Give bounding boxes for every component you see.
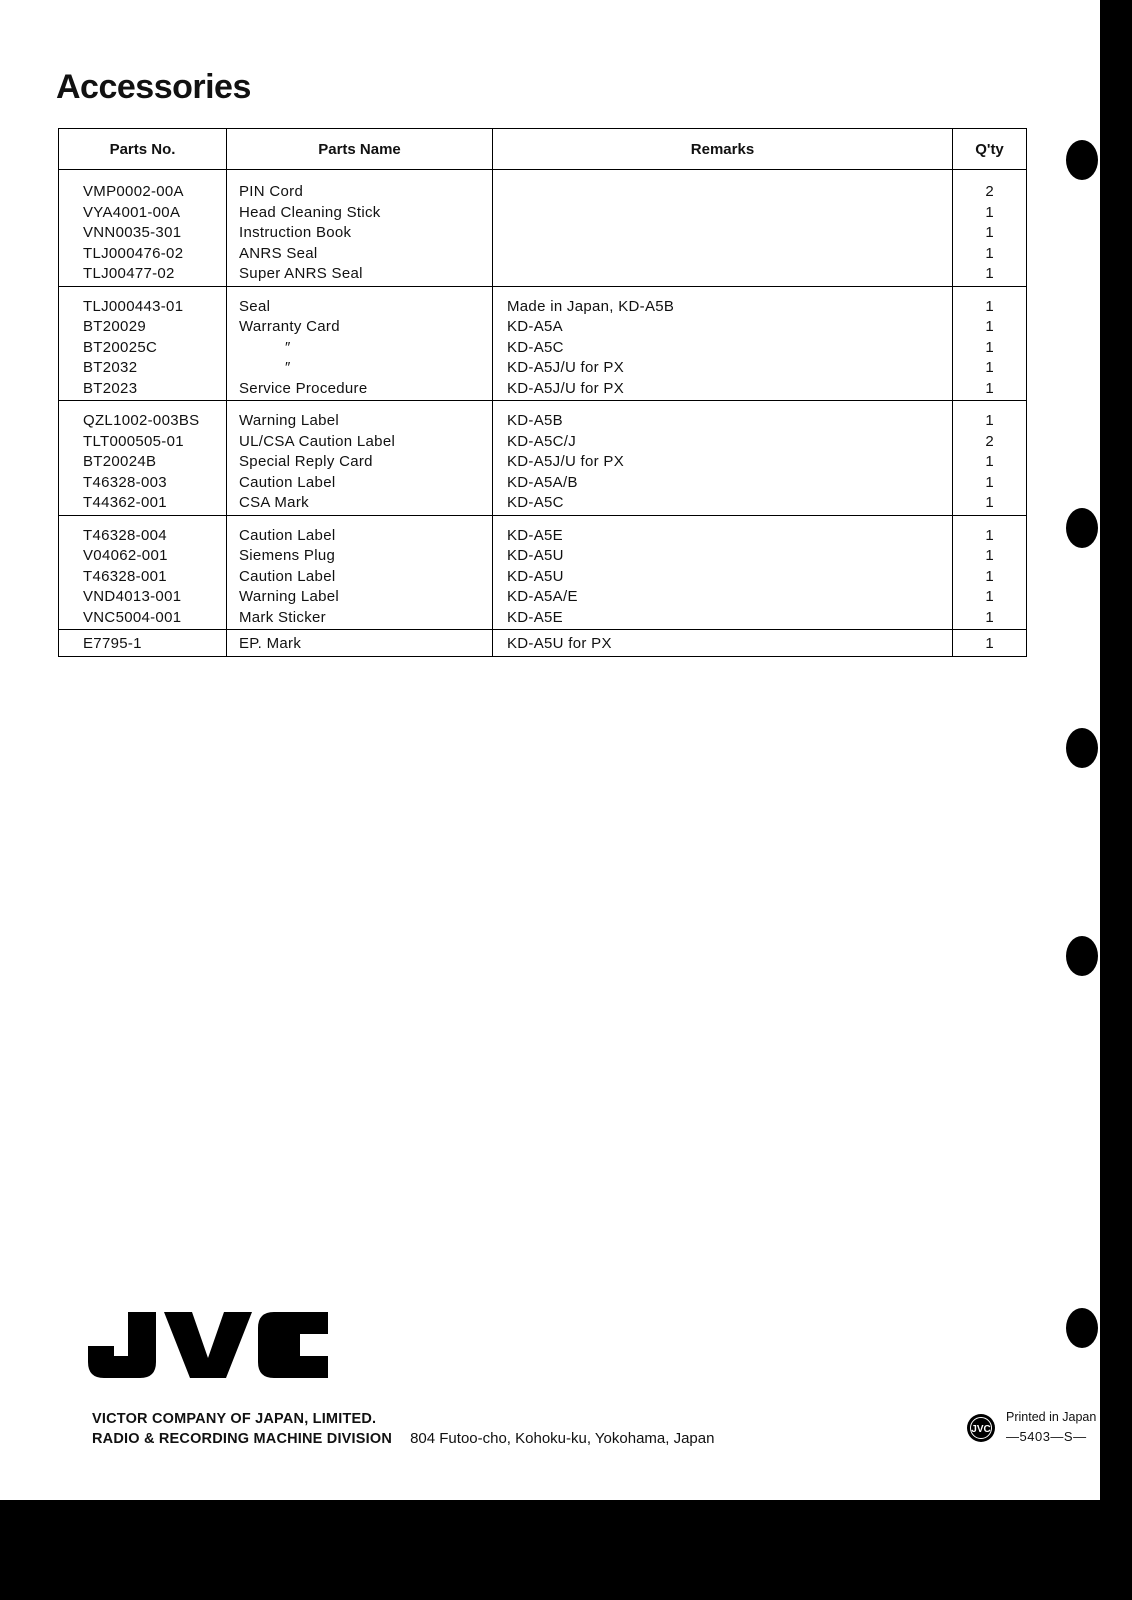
cell-remarks: KD-A5U: [507, 547, 564, 564]
cell-parts-name: Super ANRS Seal: [239, 265, 363, 282]
cell-parts-no: BT20025C: [83, 338, 158, 356]
cell-parts-name: Service Procedure: [239, 379, 368, 397]
cell-qty-group: [953, 170, 1027, 287]
cell-remarks: KD-A5C: [507, 338, 564, 356]
printed-text: [1006, 1408, 1096, 1446]
cell-remarks: [507, 203, 951, 224]
cell-qty: 1: [985, 473, 994, 491]
table-row-group: [59, 630, 1027, 657]
cell-parts-name: ″: [285, 338, 291, 356]
cell-remarks-group: [493, 630, 953, 657]
cell-qty: 1: [985, 635, 994, 652]
print-info: [966, 1408, 1106, 1448]
cell-remarks-group: [493, 170, 953, 287]
cell-parts-name: Caution Label: [239, 473, 336, 491]
table-row-group: [59, 170, 1027, 287]
page-edge-shadow: [1100, 0, 1132, 1500]
table-row-group: [59, 286, 1027, 401]
cell-qty: 1: [985, 379, 994, 397]
cell-qty: 1: [985, 567, 994, 585]
cell-qty: 1: [985, 588, 994, 605]
cell-parts-no: BT20024B: [83, 453, 157, 470]
cell-parts-name: ANRS Seal: [239, 244, 318, 262]
printed-in-japan: Printed in Japan: [1006, 1410, 1097, 1424]
cell-qty-group: [953, 515, 1027, 630]
binder-hole: [1066, 508, 1098, 548]
cell-parts-no: T44362-001: [83, 494, 167, 511]
cell-parts-no: VND4013-001: [83, 588, 182, 605]
cell-parts-name: CSA Mark: [239, 494, 309, 511]
cell-parts-name: Instruction Book: [239, 224, 352, 241]
cell-qty: 1: [985, 265, 994, 282]
cell-parts-name: Special Reply Card: [239, 453, 373, 470]
cell-parts-no: VMP0002-00A: [83, 183, 184, 200]
binder-hole: [1066, 1308, 1098, 1348]
cell-remarks: [507, 182, 951, 203]
cell-remarks: KD-A5J/U for PX: [507, 379, 625, 397]
cell-remarks: KD-A5A: [507, 318, 563, 335]
cell-remarks-group: [493, 515, 953, 630]
binder-hole: [1066, 140, 1098, 180]
header-parts-name: Parts Name: [227, 129, 493, 170]
binder-hole: [1066, 936, 1098, 976]
header-parts-no: Parts No.: [59, 129, 227, 170]
cell-qty-group: [953, 630, 1027, 657]
cell-qty: 1: [985, 526, 994, 544]
header-qty: Q'ty: [953, 129, 1027, 170]
cell-qty: 1: [985, 318, 994, 335]
svg-text:JVC: JVC: [971, 1424, 991, 1435]
table-body: [59, 170, 1027, 657]
cell-parts-no: BT20029: [83, 318, 146, 335]
cell-parts-no-group: [59, 170, 227, 287]
cell-parts-no: VNC5004-001: [83, 608, 182, 626]
cell-qty: 1: [985, 203, 994, 221]
cell-qty: 1: [985, 359, 994, 376]
cell-parts-name-group: [227, 286, 493, 401]
cell-remarks: Made in Japan, KD-A5B: [507, 297, 675, 315]
cell-remarks: KD-A5B: [507, 412, 563, 429]
cell-remarks: [507, 244, 951, 265]
cell-parts-name: Warning Label: [239, 412, 340, 429]
page-title: Accessories: [56, 68, 251, 106]
cell-parts-name: EP. Mark: [239, 635, 302, 652]
cell-parts-name: Warning Label: [239, 588, 340, 605]
cell-qty: 1: [985, 338, 994, 356]
cell-parts-no-group: [59, 401, 227, 516]
cell-qty: 1: [985, 224, 994, 241]
cell-remarks: KD-A5E: [507, 526, 563, 544]
company-address: 804 Futoo-cho, Kohoku-ku, Yokohama, Japan: [410, 1430, 715, 1447]
cell-parts-no: BT2023: [83, 379, 138, 397]
cell-qty: 1: [985, 412, 994, 429]
division-line: [92, 1430, 714, 1447]
cell-parts-name-group: [227, 515, 493, 630]
cell-parts-no-group: [59, 515, 227, 630]
cell-parts-name: PIN Cord: [239, 183, 304, 200]
cell-parts-no: T46328-003: [83, 473, 167, 491]
cell-parts-no: TLJ000443-01: [83, 297, 184, 315]
cell-remarks: KD-A5J/U for PX: [507, 359, 625, 376]
accessories-table: [58, 128, 1027, 657]
binder-hole: [1066, 728, 1098, 768]
cell-qty: 2: [985, 183, 994, 200]
jvc-mark-icon: [966, 1413, 996, 1443]
cell-parts-no: QZL1002-003BS: [83, 412, 200, 429]
cell-qty-group: [953, 401, 1027, 516]
accessories-table-wrapper: [58, 128, 1026, 657]
cell-qty: 1: [985, 244, 994, 262]
cell-parts-no: E7795-1: [83, 635, 142, 652]
cell-parts-name: Caution Label: [239, 567, 336, 585]
table-header-row: [59, 129, 1027, 170]
cell-qty-group: [953, 286, 1027, 401]
company-name: VICTOR COMPANY OF JAPAN, LIMITED.: [92, 1411, 377, 1427]
cell-remarks-group: [493, 401, 953, 516]
cell-parts-no: BT2032: [83, 359, 138, 376]
cell-parts-name: Mark Sticker: [239, 608, 326, 626]
cell-qty: 1: [985, 608, 994, 626]
cell-parts-name: Warranty Card: [239, 318, 340, 335]
print-code: —5403—S—: [1006, 1429, 1087, 1444]
division-name: RADIO & RECORDING MACHINE DIVISION: [92, 1431, 393, 1447]
cell-parts-name: UL/CSA Caution Label: [239, 432, 396, 450]
cell-qty: 2: [985, 432, 994, 450]
cell-qty: 1: [985, 547, 994, 564]
cell-parts-no: TLJ000476-02: [83, 244, 184, 262]
cell-parts-name: ″: [285, 359, 291, 376]
cell-remarks: [507, 264, 951, 285]
cell-qty: 1: [985, 494, 994, 511]
cell-remarks: KD-A5U: [507, 567, 564, 585]
table-row-group: [59, 515, 1027, 630]
cell-parts-no: TLJ00477-02: [83, 265, 175, 282]
cell-parts-no: T46328-004: [83, 526, 167, 544]
cell-remarks: KD-A5U for PX: [507, 635, 612, 652]
cell-remarks: KD-A5J/U for PX: [507, 453, 625, 470]
cell-remarks: [507, 223, 951, 244]
cell-remarks: KD-A5A/E: [507, 588, 578, 605]
cell-parts-no-group: [59, 286, 227, 401]
jvc-logo: [88, 1312, 328, 1378]
cell-parts-name-group: [227, 630, 493, 657]
cell-qty: 1: [985, 453, 994, 470]
cell-parts-name: Caution Label: [239, 526, 336, 544]
cell-parts-no: V04062-001: [83, 547, 168, 564]
cell-parts-name: Seal: [239, 297, 271, 315]
cell-parts-name-group: [227, 401, 493, 516]
cell-remarks: KD-A5E: [507, 608, 563, 626]
cell-parts-no: TLT000505-01: [83, 432, 184, 450]
cell-parts-name: Siemens Plug: [239, 547, 336, 564]
cell-parts-no: VNN0035-301: [83, 224, 182, 241]
cell-remarks: KD-A5A/B: [507, 473, 578, 491]
cell-parts-no-group: [59, 630, 227, 657]
cell-parts-name-group: [227, 170, 493, 287]
cell-remarks: KD-A5C/J: [507, 432, 577, 450]
cell-remarks: KD-A5C: [507, 494, 564, 511]
table-row-group: [59, 401, 1027, 516]
cell-parts-no: T46328-001: [83, 567, 167, 585]
scan-bottom-band: [0, 1500, 1132, 1600]
cell-qty: 1: [985, 297, 994, 315]
header-remarks: Remarks: [493, 129, 953, 170]
cell-parts-name: Head Cleaning Stick: [239, 203, 381, 221]
cell-remarks-group: [493, 286, 953, 401]
cell-parts-no: VYA4001-00A: [83, 203, 181, 221]
